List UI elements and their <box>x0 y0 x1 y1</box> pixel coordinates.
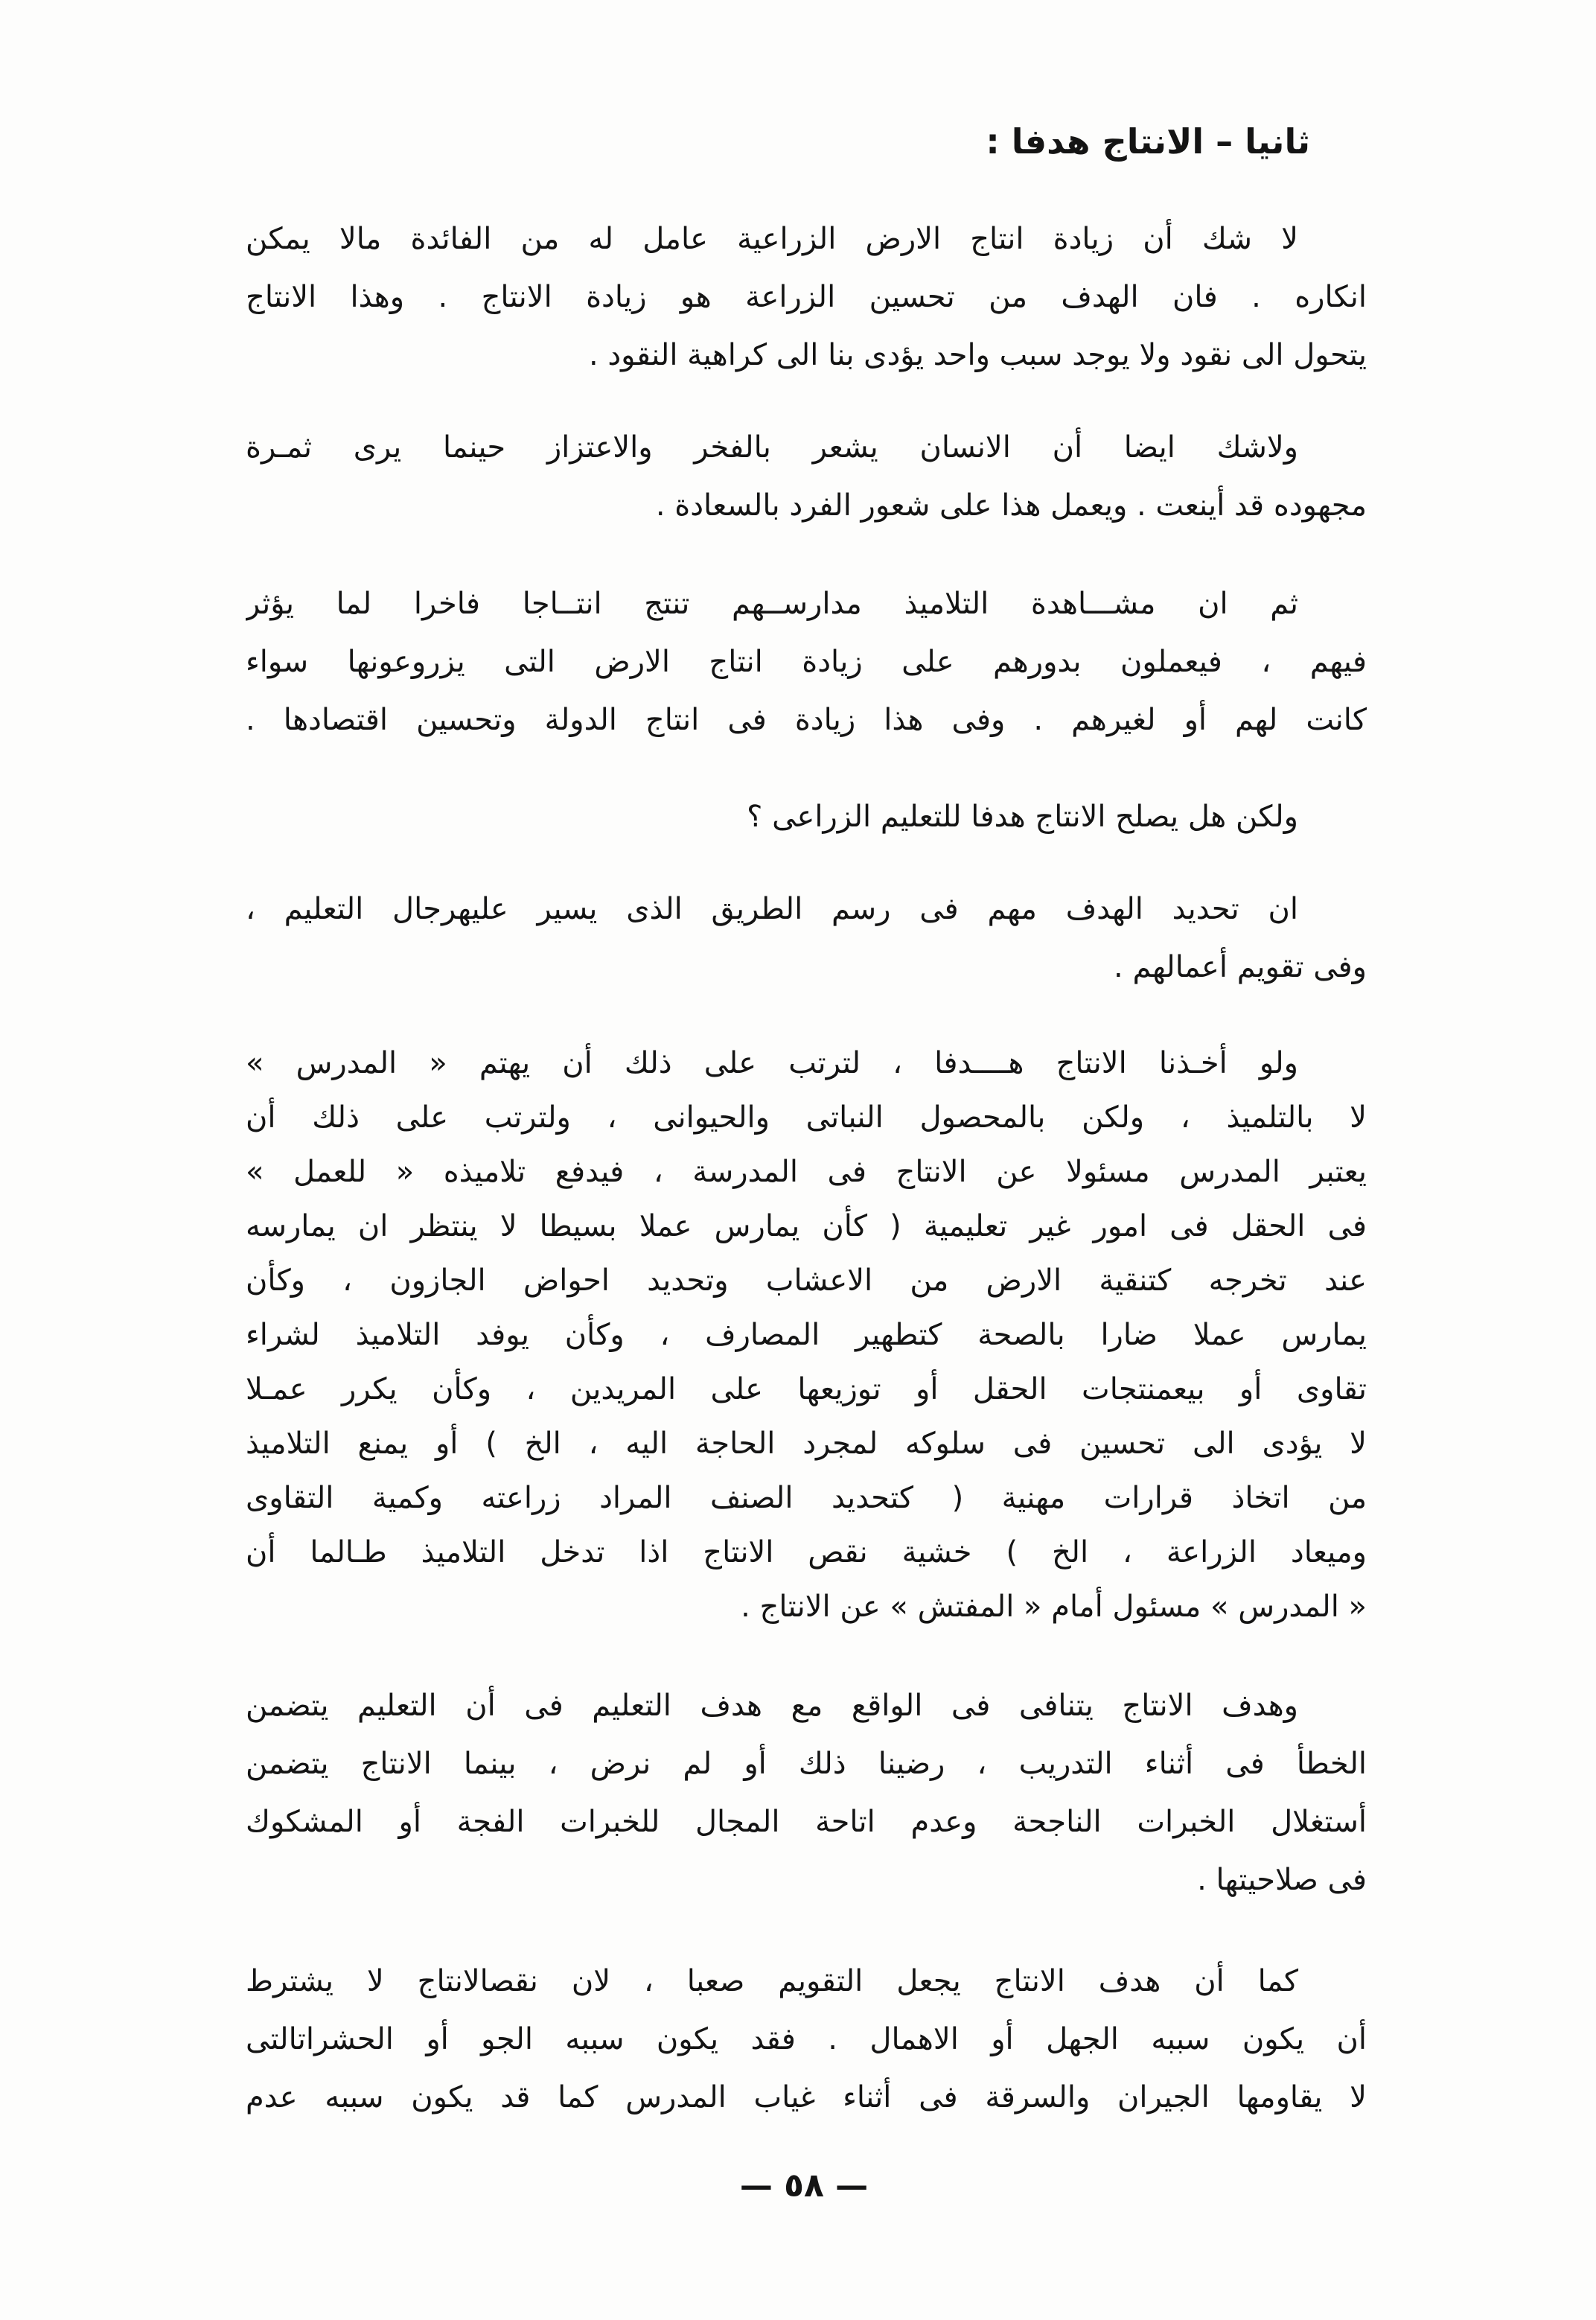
paragraph-3 <box>246 575 1367 749</box>
text-line: تقاوى أو بيعمنتجات الحقل أو توزيعها على المريدين ، وكأن يكرر عمـلا <box>246 1372 1367 1406</box>
text-line: يتحول الى نقود ولا يوجد سبب واحد يؤدى بنا الى كراهية النقود . <box>588 338 1367 372</box>
text-line: انكاره . فان الهدف من تحسين الزراعة هو زيادة الانتاج . وهذا الانتاج <box>246 280 1367 314</box>
text-line: لا شك أن زيادة انتاج الارض الزراعية عامل له من الفائدة مالا يمكن <box>246 222 1298 256</box>
text-line: لا يقاومها الجيران والسرقة فى أثناء غياب المدرس كما قد يكون سببه عدم <box>246 2080 1367 2115</box>
text-line: أن يكون سببه الجهل أو الاهمال . فقد يكون سببه الجو أو الحشراتالتى <box>246 2022 1367 2056</box>
text-line: مجهوده قد أينعت . ويعمل هذا على شعور الفرد بالسعادة . <box>655 488 1367 523</box>
page-number: — ٥٨ — <box>739 2167 869 2205</box>
text-line: فيهم ، فيعملون بدورهم على زيادة انتاج الارض التى يزروعونها سواء <box>246 645 1367 679</box>
text-line: كما أن هدف الانتاج يجعل التقويم صعبا ، لان نقصالانتاج لا يشترط <box>246 1964 1298 1998</box>
text-line: وهدف الانتاج يتنافى فى الواقع مع هدف التعليم فى أن التعليم يتضمن <box>246 1689 1298 1723</box>
paragraph-5 <box>246 880 1367 996</box>
text-line: ولو أخـذنا الانتاج هــــدفا ، لترتب على ذلك أن يهتم « المدرس » <box>246 1046 1298 1080</box>
text-line: الخطأ فى أثناء التدريب ، رضينا ذلك أو لم نرض ، بينما الانتاج يتضمن <box>246 1747 1367 1781</box>
text-line: كانت لهم أو لغيرهم . وفى هذا زيادة فى انتاج الدولة وتحسين اقتصادها . <box>246 703 1367 737</box>
text-line: « المدرس » مسئول أمام « المفتش » عن الانتاج . <box>741 1590 1367 1624</box>
text-line: أستغلال الخبرات الناجحة وعدم اتاحة المجال للخبرات الفجة أو المشكوك <box>246 1805 1367 1839</box>
text-line: لا يؤدى الى تحسين فى سلوكه لمجرد الحاجة اليه ، الخ ) أو يمنع التلاميذ <box>246 1427 1367 1461</box>
text-line: وفى تقويم أعمالهم . <box>1114 950 1367 984</box>
text-line: لا بالتلميذ ، ولكن بالمحصول النباتى والحيوانى ، ولترتب على ذلك أن <box>246 1100 1367 1135</box>
paragraph-4-question <box>246 788 1367 846</box>
text-line: ولاشك ايضا أن الانسان يشعر بالفخر والاعتزاز حينما يرى ثمـرة <box>246 430 1298 465</box>
text-line: ثم ان مشـــاهدة التلاميذ مدارســهم تنتج انتــاجا فاخرا لما يؤثر <box>246 587 1298 621</box>
text-line: يعتبر المدرس مسئولا عن الانتاج فى المدرسة ، فيدفع تلاميذه « للعمل » <box>246 1155 1367 1189</box>
paragraph-8 <box>246 1952 1367 2126</box>
paragraph-6 <box>246 1036 1367 1634</box>
paragraph-7 <box>246 1677 1367 1909</box>
text-line: ولكن هل يصلح الانتاج هدفا للتعليم الزراعى ؟ <box>747 800 1298 834</box>
text-line: فى صلاحيتها . <box>1197 1863 1367 1897</box>
text-line: يمارس عملا ضارا بالصحة كتطهير المصارف ، وكأن يوفد التلاميذ لشراء <box>246 1318 1367 1352</box>
text-line: من اتخاذ قرارات مهنية ( كتحديد الصنف المراد زراعته وكمية التقاوى <box>246 1481 1367 1515</box>
text-line: فى الحقل فى امور غير تعليمية ( كأن يمارس عملا بسيطا لا ينتظر ان يمارسه <box>246 1209 1367 1243</box>
paragraph-1 <box>246 210 1367 384</box>
text-line: ان تحديد الهدف مهم فى رسم الطريق الذى يسير عليهرجال التعليم ، <box>246 892 1298 926</box>
text-line: وميعاد الزراعة ، الخ ) خشية نقص الانتاج اذا تدخل التلاميذ طـالما أن <box>246 1535 1367 1569</box>
text-line: عند تخرجه كتنقية الارض من الاعشاب وتحديد احواض الجازون ، وكأن <box>246 1263 1367 1298</box>
section-heading: ثانيا – الانتاج هدفا : <box>986 121 1310 162</box>
paragraph-2 <box>246 418 1367 535</box>
